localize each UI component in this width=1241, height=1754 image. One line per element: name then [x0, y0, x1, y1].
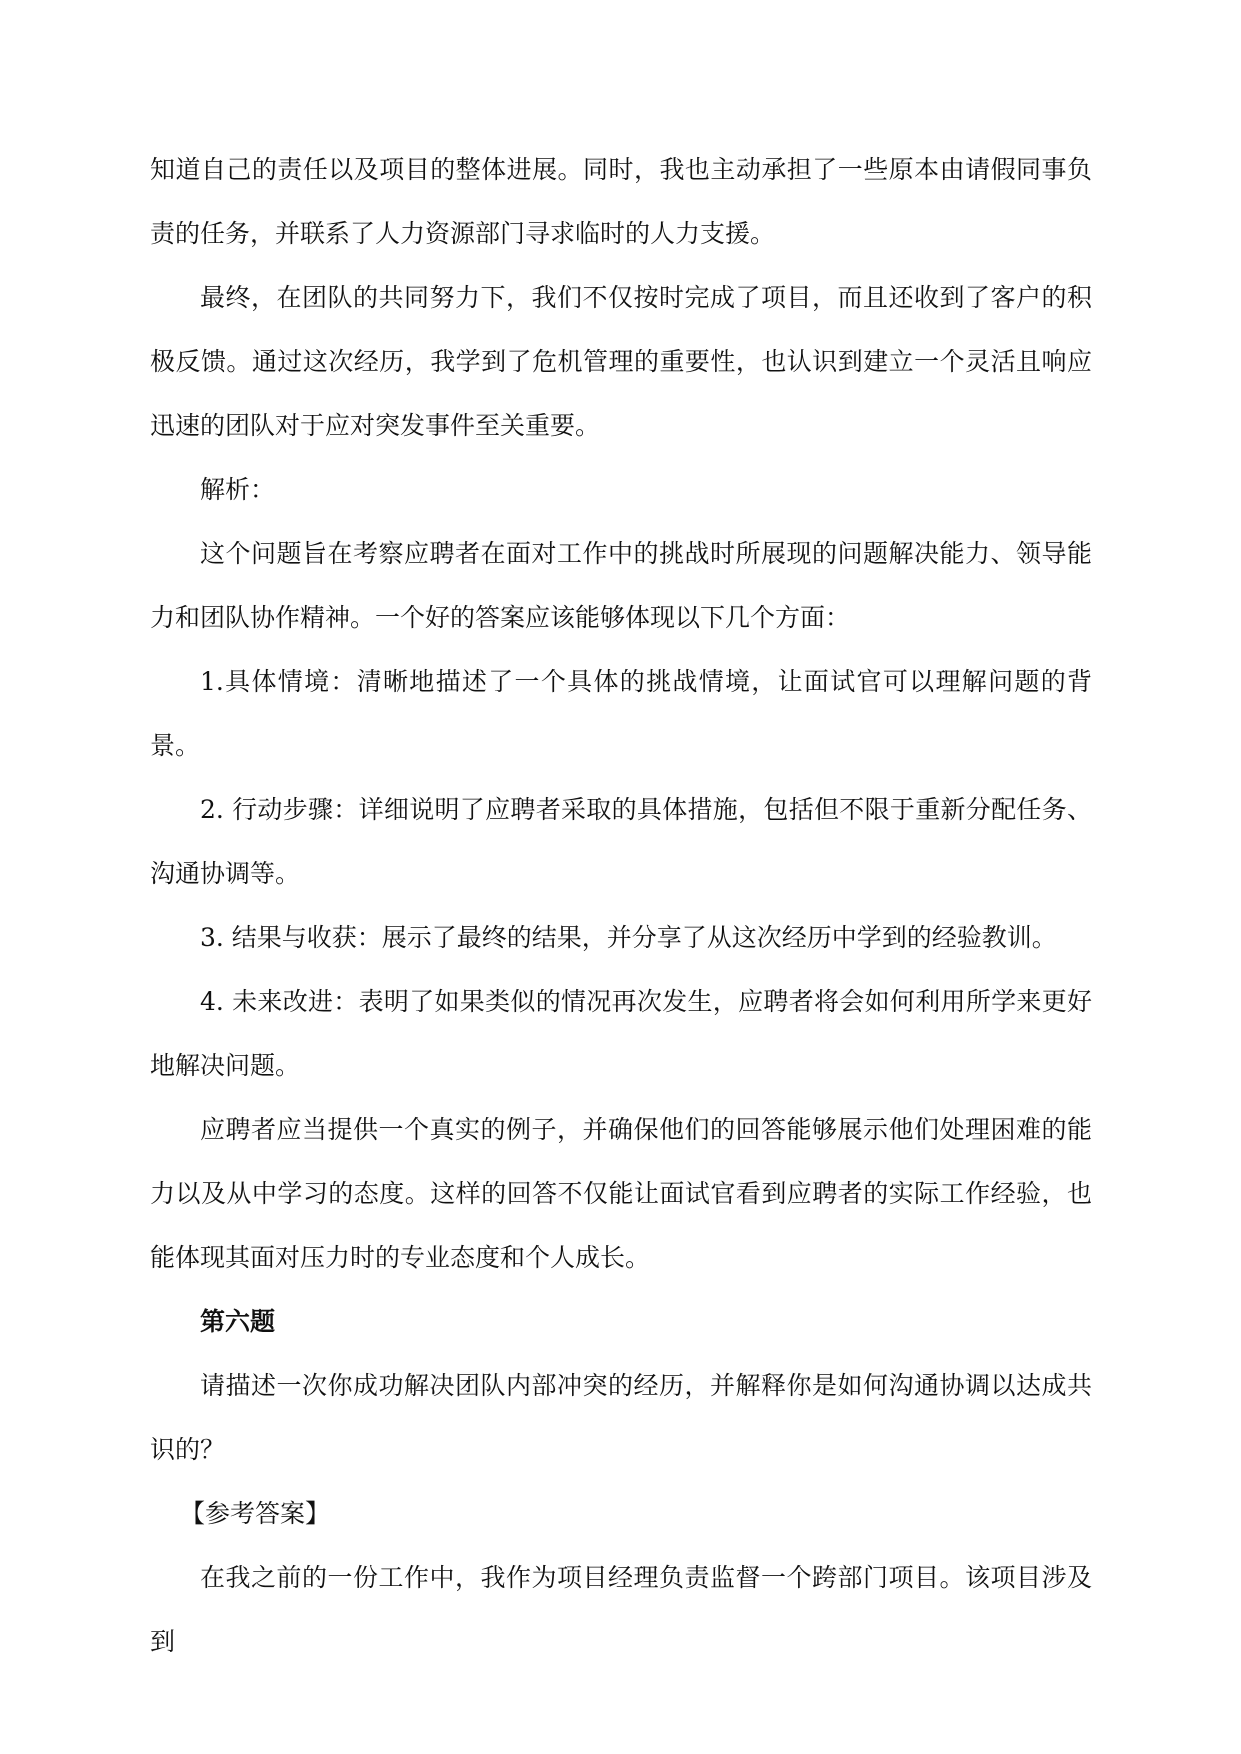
question-text: 请描述一次你成功解决团队内部冲突的经历，并解释你是如何沟通协调以达成共识的？: [150, 1371, 1092, 1464]
analysis-summary: 应聘者应当提供一个真实的例子，并确保他们的回答能够展示他们处理困难的能力以及从中学习的态度。这样的回答不仅能让面试官看到应聘者的实际工作经验，也能体现其面对压力时的专业态度和个人成长。: [150, 1115, 1092, 1272]
analysis-point-4: 4. 未来改进：表明了如果类似的情况再次发生，应聘者将会如何利用所学来更好地解决问题。: [150, 987, 1092, 1080]
analysis-intro: 这个问题旨在考察应聘者在面对工作中的挑战时所展现的问题解决能力、领导能力和团队协作精神。一个好的答案应该能够体现以下几个方面：: [150, 539, 1092, 632]
question-heading: 第六题: [200, 1307, 276, 1336]
reference-answer-label: 【参考答案】: [180, 1499, 331, 1528]
analysis-point-1: 1.具体情境：清晰地描述了一个具体的挑战情境，让面试官可以理解问题的背景。: [150, 667, 1092, 760]
reference-answer-text: 在我之前的一份工作中，我作为项目经理负责监督一个跨部门项目。该项目涉及到: [150, 1563, 1092, 1656]
paragraph-continuation: 知道自己的责任以及项目的整体进展。同时，我也主动承担了一些原本由请假同事负责的任务，并联系了人力资源部门寻求临时的人力支援。: [150, 155, 1092, 248]
analysis-point-3: 3. 结果与收获：展示了最终的结果，并分享了从这次经历中学到的经验教训。: [200, 923, 1057, 952]
document-page: [150, 138, 1092, 1674]
paragraph-outcome: 最终，在团队的共同努力下，我们不仅按时完成了项目，而且还收到了客户的积极反馈。通过这次经历，我学到了危机管理的重要性，也认识到建立一个灵活且响应迅速的团队对于应对突发事件至关重要。: [150, 283, 1092, 440]
analysis-point-2: 2. 行动步骤：详细说明了应聘者采取的具体措施，包括但不限于重新分配任务、沟通协调等。: [150, 795, 1092, 888]
analysis-label: 解析：: [200, 475, 276, 504]
